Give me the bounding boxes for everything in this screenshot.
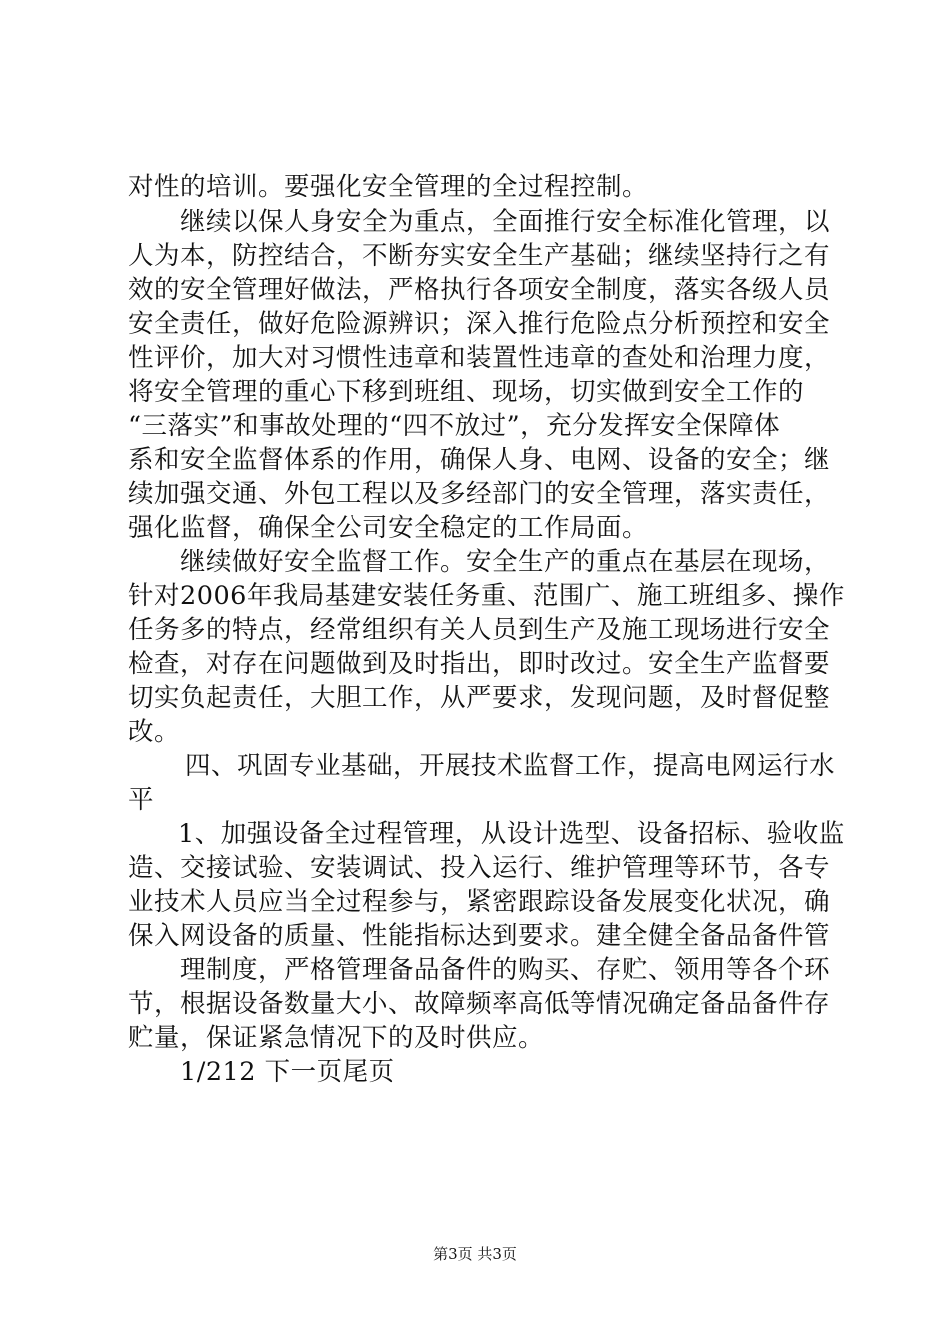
text-line: 续加强交通、外包工程以及多经部门的安全管理，落实责任， [128,479,831,509]
page-footer: 第3页 共3页 [433,1245,517,1263]
text-line: 造、交接试验、安装调试、投入运行、维护管理等环节，各专 [128,853,831,883]
text-line: 针对2006年我局基建安装任务重、范围广、施工班组多、操作 [128,581,845,611]
text-line: 业技术人员应当全过程参与，紧密跟踪设备发展变化状况，确 [128,887,831,917]
text-line: 改。 [128,717,181,747]
text-line: 性评价，加大对习惯性违章和装置性违章的查处和治理力度， [128,343,831,373]
text-line: 任务多的特点，经常组织有关人员到生产及施工现场进行安全 [128,615,831,645]
text-line: 继续做好安全监督工作。安全生产的重点在基层在现场， [180,547,831,577]
text-line: 检查，对存在问题做到及时指出，即时改过。安全生产监督要 [128,649,831,679]
text-line: 将安全管理的重心下移到班组、现场，切实做到安全工作的 [128,377,805,407]
text-line: 安全责任，做好危险源辨识；深入推行危险点分析预控和安全 [128,309,831,339]
text-line: 理制度，严格管理备品备件的购买、存贮、领用等各个环 [180,955,831,985]
text-line: 节，根据设备数量大小、故障频率高低等情况确定备品备件存 [128,989,831,1019]
text-line: 1、加强设备全过程管理，从设计选型、设备招标、验收监 [178,819,845,849]
text-line: 对性的培训。要强化安全管理的全过程控制。 [128,172,649,202]
text-line: 保入网设备的质量、性能指标达到要求。建全健全备品备件管 [128,921,831,951]
section-heading: 平 [128,785,155,815]
section-heading: 四、巩固专业基础，开展技术监督工作，提高电网运行水 [185,751,836,781]
text-line: 贮量，保证紧急情况下的及时供应。 [128,1023,545,1053]
text-line: 继续以保人身安全为重点，全面推行安全标准化管理，以 [180,207,831,237]
text-line: 人为本，防控结合，不断夯实安全生产基础；继续坚持行之有 [128,241,831,271]
text-line: 强化监督，确保全公司安全稳定的工作局面。 [128,513,649,543]
text-line: “三落实”和事故处理的“四不放过”，充分发挥安全保障体 [128,411,781,441]
pagination-text: 1/212 下一页尾页 [180,1057,395,1087]
text-line: 效的安全管理好做法，严格执行各项安全制度，落实各级人员 [128,275,831,305]
text-line: 切实负起责任，大胆工作，从严要求，发现问题，及时督促整 [128,683,831,713]
text-line: 系和安全监督体系的作用，确保人身、电网、设备的安全；继 [128,445,831,475]
